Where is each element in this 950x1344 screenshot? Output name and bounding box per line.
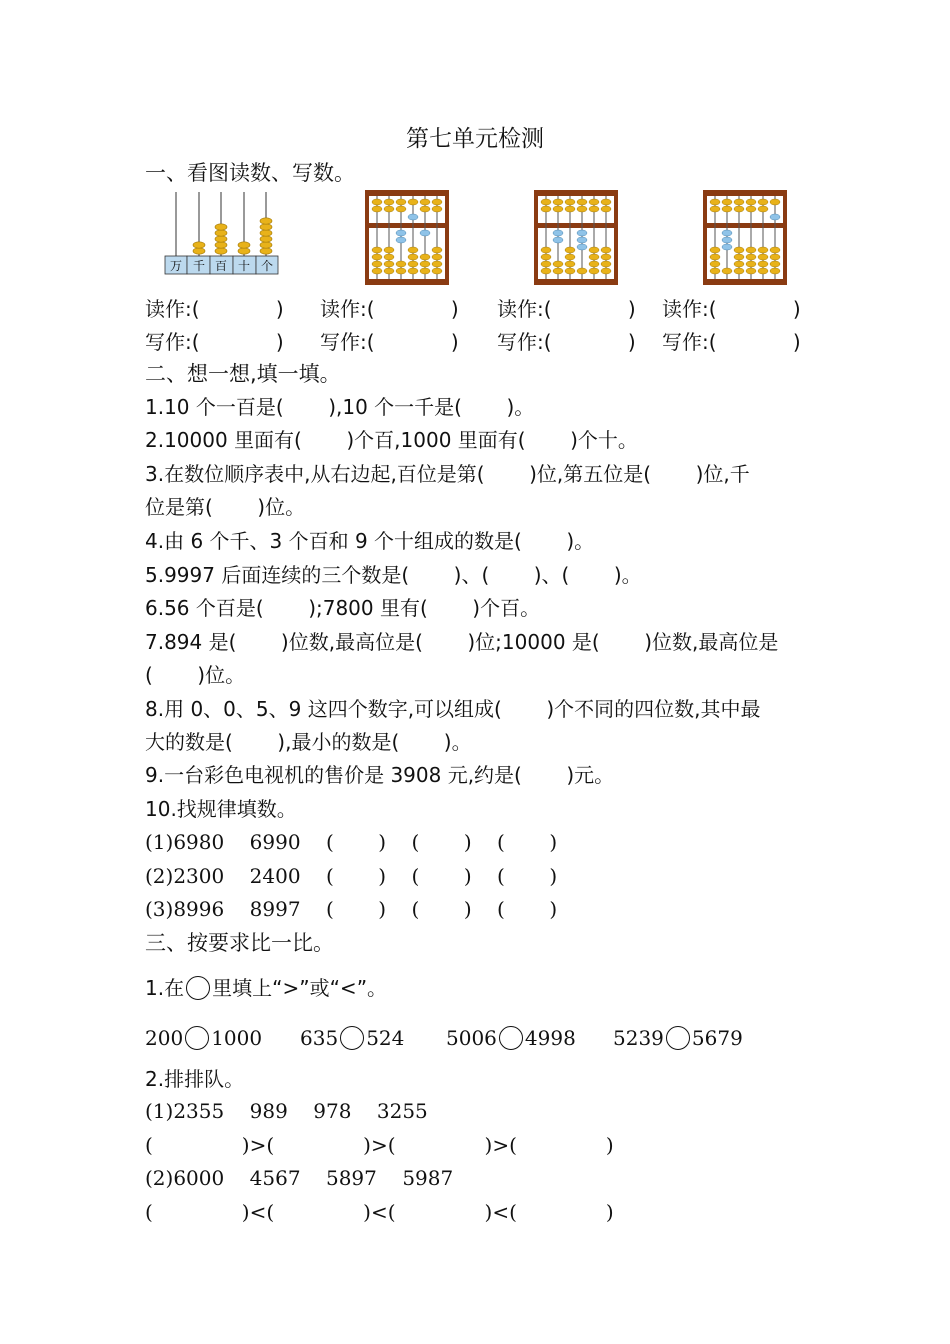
place-label-ge: 个: [260, 259, 274, 273]
place-label-wan: 万: [169, 259, 183, 273]
question-2-7[interactable]: 7.894 是( )位数,最高位是( )位;10000 是( )位数,最高位是: [145, 630, 779, 654]
question-2-4[interactable]: 4.由 6 个千、3 个百和 9 个十组成的数是( )。: [145, 529, 595, 553]
comparison-right: 1000: [211, 1026, 263, 1050]
write-answer-3[interactable]: 写作:( ): [497, 330, 636, 354]
comparison-4: [613, 1026, 743, 1050]
question-2-5[interactable]: 5.9997 后面连续的三个数是( )、( )、( )。: [145, 563, 642, 587]
section3-heading: 三、按要求比一比。: [145, 931, 334, 955]
pattern-row-1[interactable]: (1)6980 6990 ( ) ( ) ( ): [145, 830, 558, 854]
question-2-6[interactable]: 6.56 个百是( );7800 里有( )个百。: [145, 596, 541, 620]
comparison-1: [145, 1026, 262, 1050]
read-answer-4[interactable]: 读作:( ): [662, 297, 801, 321]
question-2-2[interactable]: 2.10000 里面有( )个百,1000 里面有( )个十。: [145, 428, 638, 452]
question-3-2: 2.排排队。: [145, 1067, 245, 1091]
read-answer-1[interactable]: 读作:( ): [145, 297, 284, 321]
abacus-figure-1: [365, 188, 449, 288]
counting-frame-figure: [163, 188, 281, 288]
comparison-circle-input[interactable]: [185, 1026, 209, 1050]
section2-heading: 二、想一想,填一填。: [145, 362, 341, 386]
write-answer-4[interactable]: 写作:( ): [662, 330, 801, 354]
abacus-figure-3: [703, 188, 787, 288]
question-2-8[interactable]: 8.用 0、0、5、9 这四个数字,可以组成( )个不同的四位数,其中最: [145, 697, 761, 721]
comparison-right: 5679: [691, 1026, 743, 1050]
read-answer-2[interactable]: 读作:( ): [320, 297, 459, 321]
question-3-1: [145, 975, 387, 1001]
abacus-figure-2: [534, 188, 618, 288]
place-label-qian: 千: [192, 259, 206, 273]
sort-numbers-2: (2)6000 4567 5897 5987: [145, 1166, 454, 1190]
sort-numbers-1: (1)2355 989 978 3255: [145, 1099, 428, 1123]
comparison-left: 635: [300, 1026, 339, 1050]
page-title: 第七单元检测: [406, 126, 544, 152]
read-answer-3[interactable]: 读作:( ): [497, 297, 636, 321]
comparison-circle-input[interactable]: [499, 1026, 523, 1050]
pattern-row-2[interactable]: (2)2300 2400 ( ) ( ) ( ): [145, 864, 558, 888]
comparison-2: [300, 1026, 404, 1050]
comparison-circle-input[interactable]: [666, 1026, 690, 1050]
comparison-3: [446, 1026, 576, 1050]
comparison-circle-input[interactable]: [340, 1026, 364, 1050]
question-2-7-cont[interactable]: ( )位。: [145, 663, 246, 687]
question-3-1-suffix: 里填上“>”或“<”。: [212, 976, 388, 1000]
comparison-left: 5006: [446, 1026, 497, 1050]
section1-heading: 一、看图读数、写数。: [145, 161, 355, 185]
question-2-9[interactable]: 9.一台彩色电视机的售价是 3908 元,约是( )元。: [145, 763, 615, 787]
question-2-10: 10.找规律填数。: [145, 797, 297, 821]
question-2-3[interactable]: 3.在数位顺序表中,从右边起,百位是第( )位,第五位是( )位,千: [145, 462, 750, 486]
comparison-right: 524: [366, 1026, 405, 1050]
place-label-bai: 百: [214, 259, 228, 273]
sort-answer-2[interactable]: ( )<( )<( )<( ): [145, 1200, 614, 1224]
comparison-left: 5239: [613, 1026, 664, 1050]
place-label-shi: 十: [237, 259, 251, 273]
circle-icon: [186, 976, 210, 1000]
question-3-1-prefix: 1.在: [145, 976, 185, 1000]
question-2-3-cont[interactable]: 位是第( )位。: [145, 495, 306, 519]
write-answer-2[interactable]: 写作:( ): [320, 330, 459, 354]
comparison-left: 200: [145, 1026, 184, 1050]
comparison-right: 4998: [524, 1026, 576, 1050]
pattern-row-3[interactable]: (3)8996 8997 ( ) ( ) ( ): [145, 897, 558, 921]
sort-answer-1[interactable]: ( )>( )>( )>( ): [145, 1133, 614, 1157]
question-2-1[interactable]: 1.10 个一百是( ),10 个一千是( )。: [145, 395, 535, 419]
write-answer-1[interactable]: 写作:( ): [145, 330, 284, 354]
question-2-8-cont[interactable]: 大的数是( ),最小的数是( )。: [145, 730, 472, 754]
